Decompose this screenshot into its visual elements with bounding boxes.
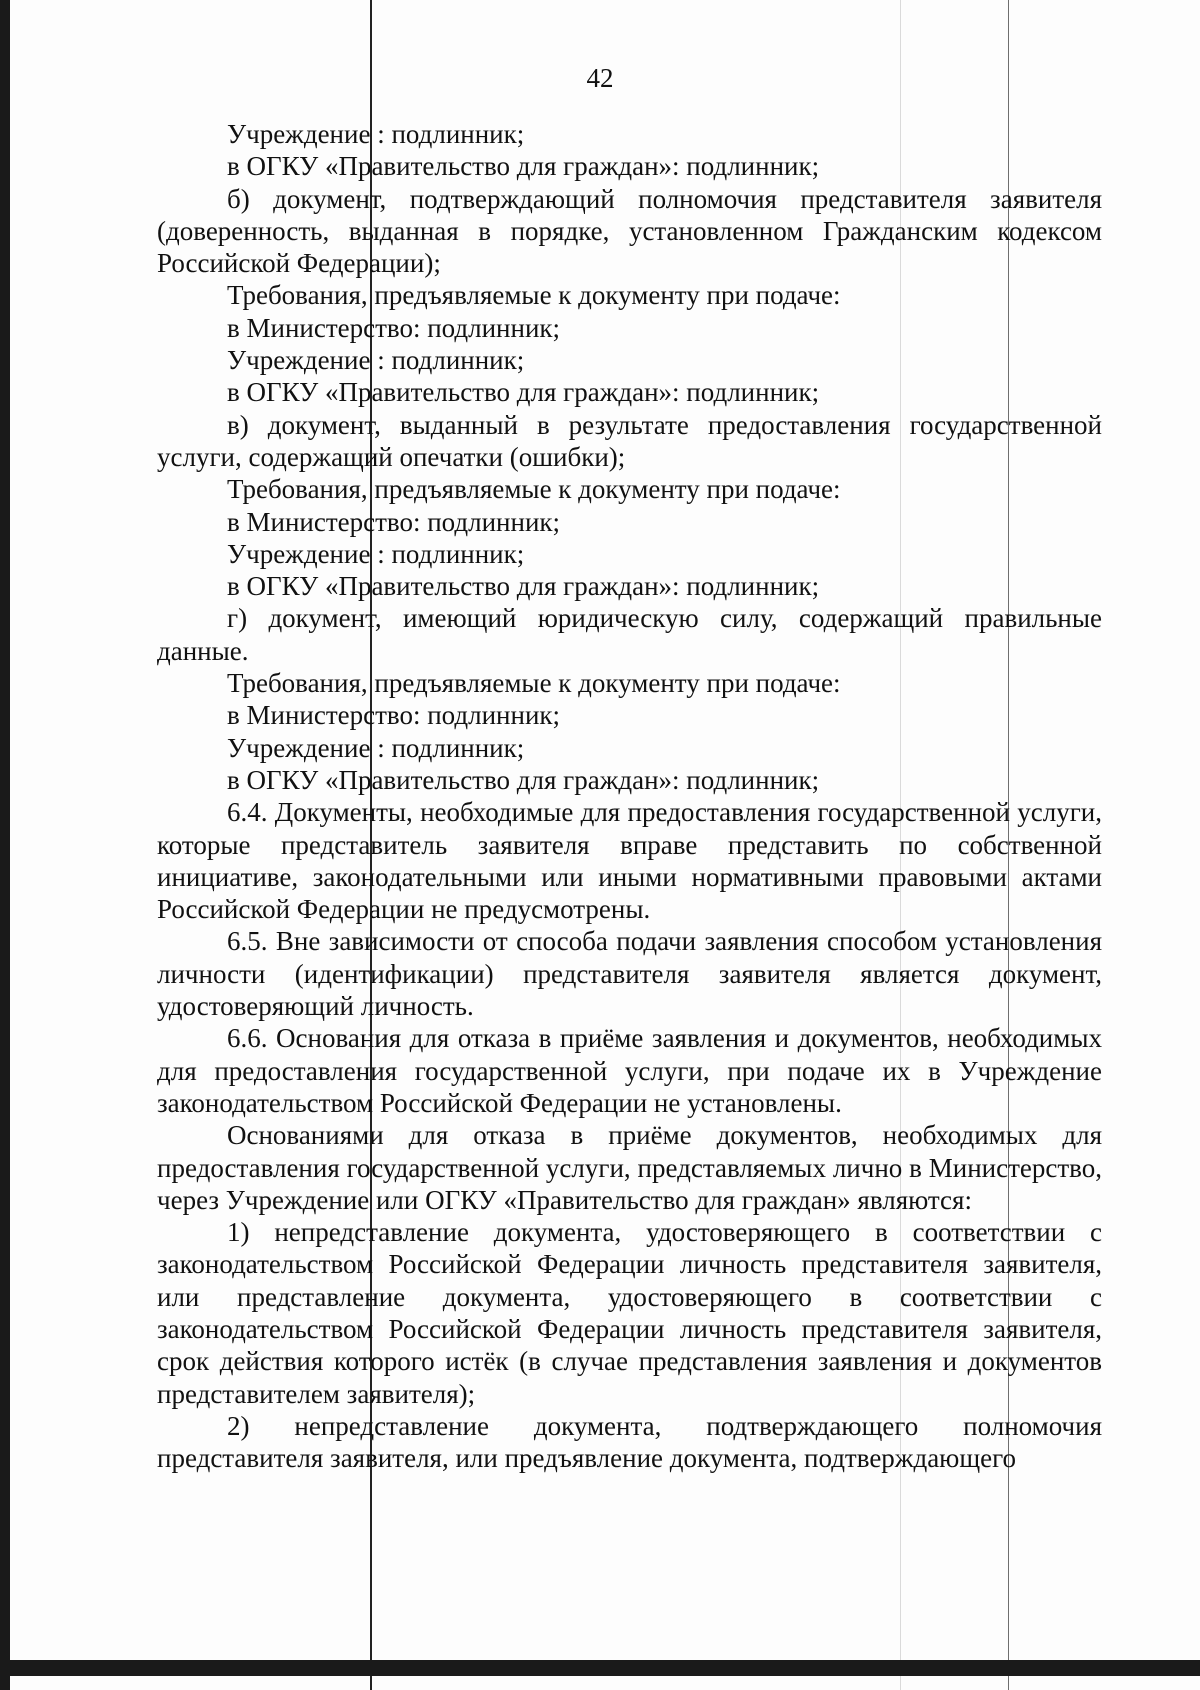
paragraph: Требования, предъявляемые к документу при подаче:: [227, 280, 841, 311]
scan-edge-bottom: [0, 1660, 1200, 1676]
paragraph: 1) непредставление документа, удостоверяющего в соответствии с законодательством Российской Федерации личность представителя заявителя, или представление документа, удостоверяющего в соответствии с законодательством Российской Федерации личность представителя заявителя, срок действия которого истёк (в случае представления заявления и документов представителем заявителя);: [157, 1217, 1102, 1409]
paragraph: Учреждение : подлинник;: [227, 538, 525, 569]
paragraph: в) документ, выданный в результате предоставления государственной услуги, содержащий опечатки (ошибки);: [157, 409, 1102, 472]
paragraph: Учреждение : подлинник;: [227, 119, 525, 149]
paragraph: Учреждение : подлинник;: [227, 732, 525, 763]
paragraph: б) документ, подтверждающий полномочия представителя заявителя (доверенность, выданная в порядке, установленном Гражданским кодексом Российской Федерации);: [157, 183, 1102, 279]
paragraph: г) документ, имеющий юридическую силу, содержащий правильные данные.: [157, 603, 1102, 666]
page-number: 42: [586, 63, 614, 93]
scan-edge-left: [0, 0, 10, 1690]
paragraph: Основаниями для отказа в приёме документов, необходимых для предоставления государственной услуги, представляемых лично в Министерство, через Учреждение или ОГКУ «Правительство для граждан» являются:: [157, 1120, 1102, 1215]
paragraph: Учреждение : подлинник;: [227, 345, 525, 376]
paragraph: в ОГКУ «Правительство для граждан»: подлинник;: [227, 764, 820, 795]
paragraph: Требования, предъявляемые к документу при подаче:: [227, 474, 841, 505]
paragraph: 6.6. Основания для отказа в приёме заявления и документов, необходимых для предоставления государственной услуги, при подаче их в Учреждение законодательством Российской Федерации не установлены.: [157, 1023, 1102, 1118]
paragraph: в ОГКУ «Правительство для граждан»: подлинник;: [227, 151, 820, 182]
paragraph: 6.4. Документы, необходимые для предоставления государственной услуги, которые представитель заявителя вправе представить по собственной инициативе, законодательными или иными нормативными правовыми актами Российской Федерации не предусмотрены.: [157, 797, 1102, 925]
paragraph: Требования, предъявляемые к документу при подаче:: [227, 668, 841, 699]
paragraph: в Министерство: подлинник;: [227, 700, 561, 731]
document-body: [157, 118, 1102, 1474]
paragraph: 2) непредставление документа, подтверждающего полномочия представителя заявителя, или предъявление документа, подтверждающего: [157, 1410, 1102, 1474]
paragraph: 6.5. Вне зависимости от способа подачи заявления способом установления личности (идентификации) представителя заявителя является документ, удостоверяющий личность.: [157, 926, 1102, 1022]
paragraph: в Министерство: подлинник;: [227, 506, 561, 537]
paragraph: в Министерство: подлинник;: [227, 312, 561, 343]
paragraph: в ОГКУ «Правительство для граждан»: подлинник;: [227, 377, 820, 408]
paragraph: в ОГКУ «Правительство для граждан»: подлинник;: [227, 571, 820, 602]
